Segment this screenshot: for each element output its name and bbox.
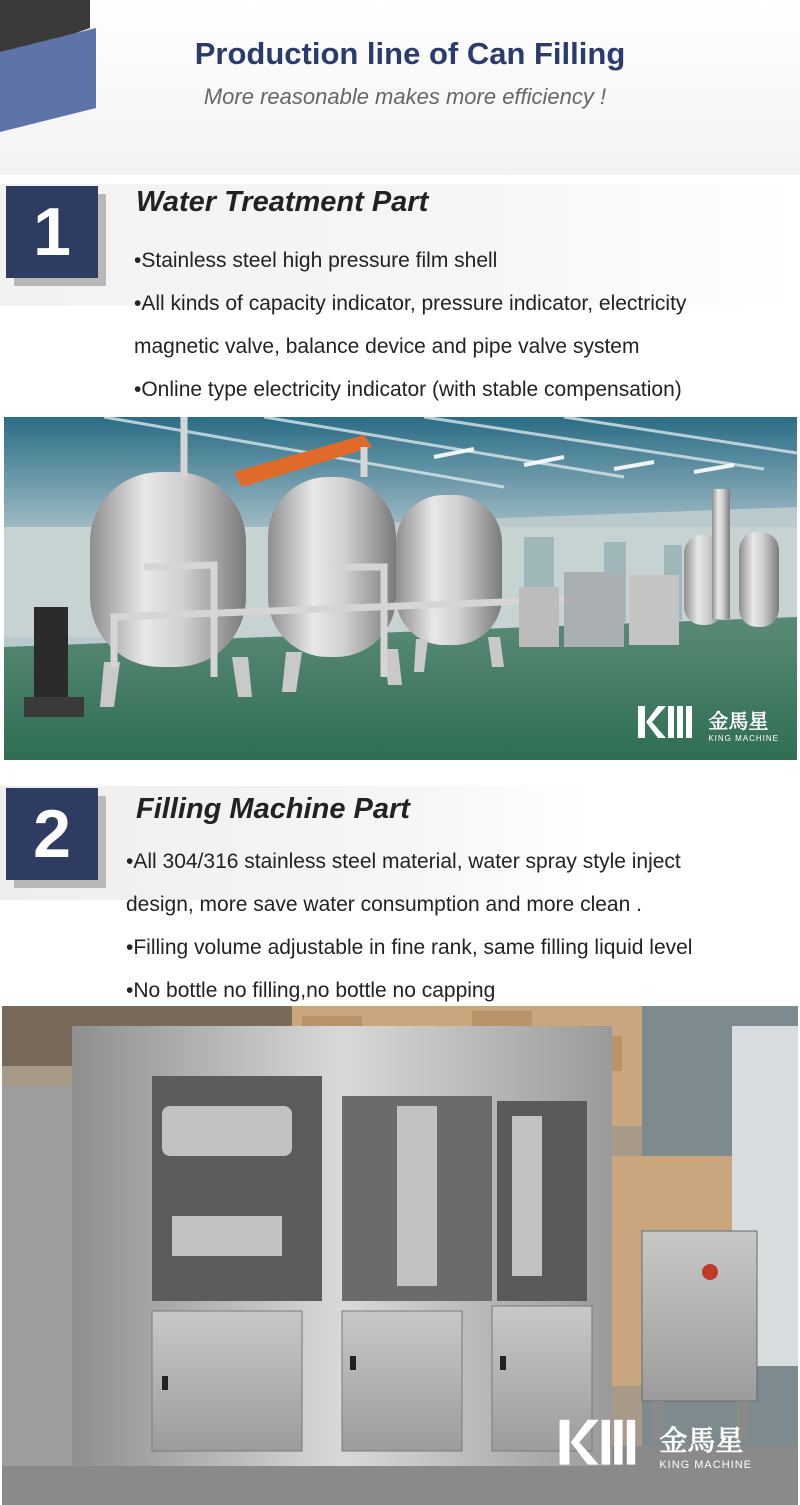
section-1-bullet: •Online type electricity indicator (with stable compensation) (134, 378, 682, 401)
logo-english-text: KING MACHINE (659, 1459, 752, 1471)
km-logo-icon (555, 1417, 651, 1473)
section-2-bullet: •Filling volume adjustable in fine rank, same filling liquid level (126, 936, 693, 959)
section-2-bullet: •No bottle no filling,no bottle no capping (126, 979, 496, 1002)
section-1-bullet: magnetic valve, balance device and pipe valve system (134, 335, 640, 358)
section-2-bullet: design, more save water consumption and more clean . (126, 893, 642, 916)
section-1-number-badge: 1 (6, 186, 98, 278)
section-1-bullet: •Stainless steel high pressure film shell (134, 249, 498, 272)
logo-english-text: KING MACHINE (708, 734, 779, 743)
section-2-bullets (126, 840, 692, 1012)
section-1-bullet: •All kinds of capacity indicator, pressure indicator, electricity (134, 292, 687, 315)
km-logo-icon (638, 704, 700, 744)
logo-chinese-text: 金馬星 (659, 1424, 744, 1457)
section-2-number-badge: 2 (6, 788, 98, 880)
section-2-bullet: •All 304/316 stainless steel material, water spray style inject (126, 850, 681, 873)
king-machine-logo (638, 704, 779, 744)
page-subtitle: More reasonable makes more efficiency ! (203, 84, 607, 109)
section-1-bullets (134, 239, 686, 411)
page-title: Production line of Can Filling (194, 36, 626, 71)
king-machine-logo (555, 1417, 752, 1473)
header-banner (0, 0, 800, 175)
filling-machine-photo (2, 1006, 798, 1505)
logo-chinese-text: 金馬星 (708, 709, 769, 733)
section-1-title: Water Treatment Part (136, 186, 429, 218)
section-2-title: Filling Machine Part (136, 793, 410, 825)
water-treatment-photo (4, 417, 797, 760)
